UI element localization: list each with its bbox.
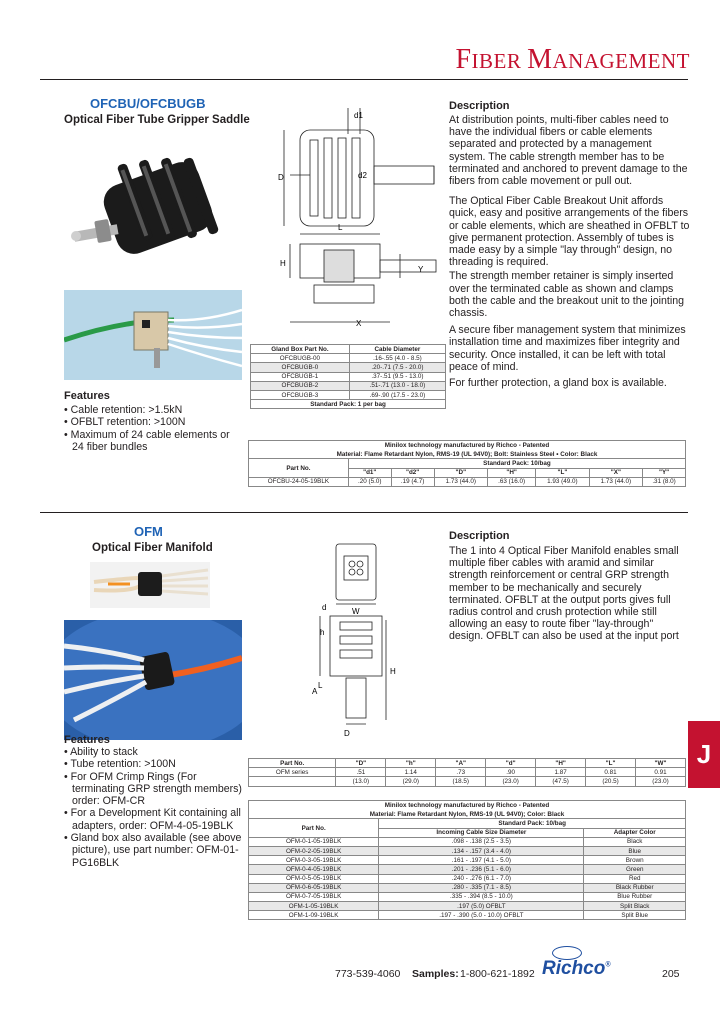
section2-description-heading: Description <box>449 530 510 542</box>
list-item: • Maximum of 24 cable elements or 24 fiber bundles <box>64 428 230 453</box>
table-footer: Standard Pack: 1 per bag <box>251 400 446 409</box>
table-caption: Minilox technology manufactured by Richco - Patented <box>249 441 686 450</box>
table-header: "d2" <box>391 468 434 477</box>
table-row: OFCBUGB-0 .20-.71 (7.5 - 20.0) <box>251 363 446 372</box>
list-item: • Tube retention: >100N <box>64 758 176 771</box>
dim-d1: d1 <box>354 111 363 120</box>
footer-samples-label: Samples: <box>412 968 459 980</box>
table-header: "W" <box>636 759 686 768</box>
manifold-photo <box>90 562 210 608</box>
dim-D: D <box>278 173 284 182</box>
table-header: Part No. <box>249 759 336 768</box>
section2-description: The 1 into 4 Optical Fiber Manifold enables small multiple fiber cables with aramid and similar strength reinforcement or central GRP strength member to be mechanically and securely terminated. OFBLT at the output ports gives full radius control and crush protection while still allowing an easy to route fiber "lay-through" design. OFBLT can also be used at the input port <box>449 545 679 643</box>
manifold-diagram <box>300 540 410 740</box>
table-header: "L" <box>536 468 589 477</box>
section2-features-list <box>64 746 244 869</box>
list-item: • Gland box also available (see above picture), use part number: OFM-01-PG16BLK <box>64 832 242 869</box>
table-row: OFM-0-2-05-19BLK .134 - .157 (3.4 - 4.0) Blue <box>249 846 686 855</box>
section2-subtitle: Optical Fiber Manifold <box>92 542 213 554</box>
section1-features-heading: Features <box>64 390 110 402</box>
table-header: "L" <box>586 759 636 768</box>
table-header: Adapter Color <box>584 828 686 837</box>
dim-h: h <box>320 628 325 637</box>
section-tab: J <box>688 721 720 788</box>
section1-features-list <box>64 404 244 453</box>
table-row: OFM series .51 1.14 .73 .90 1.87 0.81 0.91 <box>249 768 686 777</box>
page-number: 205 <box>662 968 680 980</box>
table-header: Part No. <box>249 819 379 837</box>
table-row: OFM-1-09-19BLK .197 - .390 (5.0 - 10.0) OFBLT Split Blue <box>249 911 686 920</box>
saddle-photo <box>40 132 240 280</box>
dim-D2: D <box>344 729 350 738</box>
table-row: OFM-0-1-05-19BLK .098 - .138 (2.5 - 3.5) Black <box>249 837 686 846</box>
table-header: Incoming Cable Size Diameter <box>379 828 584 837</box>
dim-H: H <box>280 259 286 268</box>
table-caption: Material: Flame Retardant Nylon, RMS-19 (UL 94V0); Bolt: Stainless Steel • Color: Black <box>249 450 686 459</box>
dim-L: L <box>338 223 343 232</box>
section2-features-heading: Features <box>64 734 110 746</box>
table-row: OFM-0-6-05-19BLK .280 - .335 (7.1 - 8.5) Black Rubber <box>249 883 686 892</box>
table-caption: Minilox technology manufactured by Richco - Patented <box>249 801 686 810</box>
saddle-diagram <box>250 100 450 335</box>
ofcbu-spec-table <box>248 440 686 487</box>
table-header: "H" <box>536 759 586 768</box>
breakout-photo <box>64 290 242 380</box>
table-header: "d" <box>486 759 536 768</box>
section-divider <box>40 512 688 513</box>
ofm-dimension-table <box>248 758 686 787</box>
list-item: • OFBLT retention: >100N <box>64 416 186 429</box>
table-row: OFCBUGB-2 .51-.71 (13.0 - 18.0) <box>251 381 446 390</box>
table-header: "d1" <box>348 468 391 477</box>
table-header: "D" <box>336 759 386 768</box>
dim-d2: d2 <box>358 171 367 180</box>
gland-box-table <box>250 344 446 409</box>
dim-H2: H <box>390 667 396 676</box>
table-row: OFCBU-24-05-19BLK .20 (5.0) .19 (4.7) 1.73 (44.0) .63 (16.0) 1.93 (49.0) 1.73 (44.0) .31 (8.0) <box>249 477 686 486</box>
section1-title: OFCBU/OFCBUGB <box>90 96 206 111</box>
table-header: "H" <box>488 468 536 477</box>
list-item: • Cable retention: >1.5kN <box>64 404 183 416</box>
section1-description-heading: Description <box>449 100 510 112</box>
description-paragraph: For further protection, a gland box is available. <box>449 377 667 390</box>
list-item: • For OFM Crimp Rings (For terminating GRP strength members) order: OFM-CR <box>64 770 242 808</box>
section2-title: OFM <box>134 524 163 539</box>
table-row: OFCBUGB-1 .37-.51 (9.5 - 13.0) <box>251 372 446 381</box>
list-item: • For a Development Kit containing all adapters, order: OFM-4-05-19BLK <box>64 807 241 832</box>
list-item: • Ability to stack <box>64 746 138 758</box>
table-header: Gland Box Part No. <box>251 345 350 354</box>
dim-W: W <box>352 607 360 616</box>
section1-subtitle: Optical Fiber Tube Gripper Saddle <box>64 114 250 126</box>
table-row: OFM-0-5-05-19BLK .240 - .276 (6.1 - 7.0) Red <box>249 874 686 883</box>
description-paragraph: At distribution points, multi-fiber cables need to have the individual fibers or cable elements separated and protected by a management system. The cable strength member has to be terminated and anchored to prevent damage to the fibers from cable movement or pull out. <box>449 114 688 188</box>
dim-Y: Y <box>418 265 424 274</box>
table-header: Standard Pack: 10/bag <box>348 459 685 468</box>
table-row: OFM-1-05-19BLK .197 (5.0) OFBLT Split Black <box>249 902 686 911</box>
section1-description <box>449 114 691 389</box>
brand-logo: Richco® <box>542 958 611 979</box>
table-row: OFM-0-3-05-19BLK .161 - .197 (4.1 - 5.0) Brown <box>249 856 686 865</box>
footer-samples-phone: 1-800-621-1892 <box>460 968 535 980</box>
table-header: "D" <box>434 468 487 477</box>
header-rule <box>40 79 688 80</box>
table-header: Part No. <box>249 459 349 477</box>
table-caption: Material: Flame Retardant Nylon, RMS-19 (UL 94V0); Color: Black <box>249 810 686 819</box>
table-row: OFM-0-4-05-19BLK .201 - .236 (5.1 - 6.0) Green <box>249 865 686 874</box>
table-header: Cable Diameter <box>349 345 445 354</box>
description-paragraph: The strength member retainer is simply inserted over the terminated cable as shown and clamps both the cable and the breakout unit to the jointing chassis. <box>449 270 685 320</box>
dim-d: d <box>322 603 327 612</box>
dim-L2: L <box>318 681 323 690</box>
dim-X: X <box>356 319 362 328</box>
dim-A: A <box>312 687 318 696</box>
table-header: Standard Pack: 10/bag <box>379 819 686 828</box>
table-row: OFCBUGB-3 .69-.90 (17.5 - 23.0) <box>251 390 446 399</box>
table-header: "Y" <box>643 468 686 477</box>
description-paragraph: The Optical Fiber Cable Breakout Unit affords quick, easy and positive arrangements of the fibers or cable elements, which are sheathed in OFBLT to give permanent protection. Assembly of tubes is made easy by a simple "lay through" design, no threading is required. <box>449 195 690 269</box>
table-row: (13.0) (29.0) (18.5) (23.0) (47.5) (20.5) (23.0) <box>249 777 686 786</box>
footer-phone: 773-539-4060 <box>335 968 401 980</box>
table-row: OFCBUGB-00 .16-.55 (4.0 - 8.5) <box>251 354 446 363</box>
table-header: "h" <box>386 759 436 768</box>
table-header: "X" <box>589 468 642 477</box>
description-paragraph: A secure fiber management system that minimizes installation time and maximizes fiber integrity and security. Once installed, it can be left with total peace of mind. <box>449 324 686 373</box>
table-row: OFM-0-7-05-19BLK .335 - .394 (8.5 - 10.0) Blue Rubber <box>249 892 686 901</box>
ofm-parts-table <box>248 800 686 920</box>
manifold-blue-photo <box>64 620 242 740</box>
table-header: "A" <box>436 759 486 768</box>
page-title: FIBER MANAGEMENT <box>455 44 690 75</box>
